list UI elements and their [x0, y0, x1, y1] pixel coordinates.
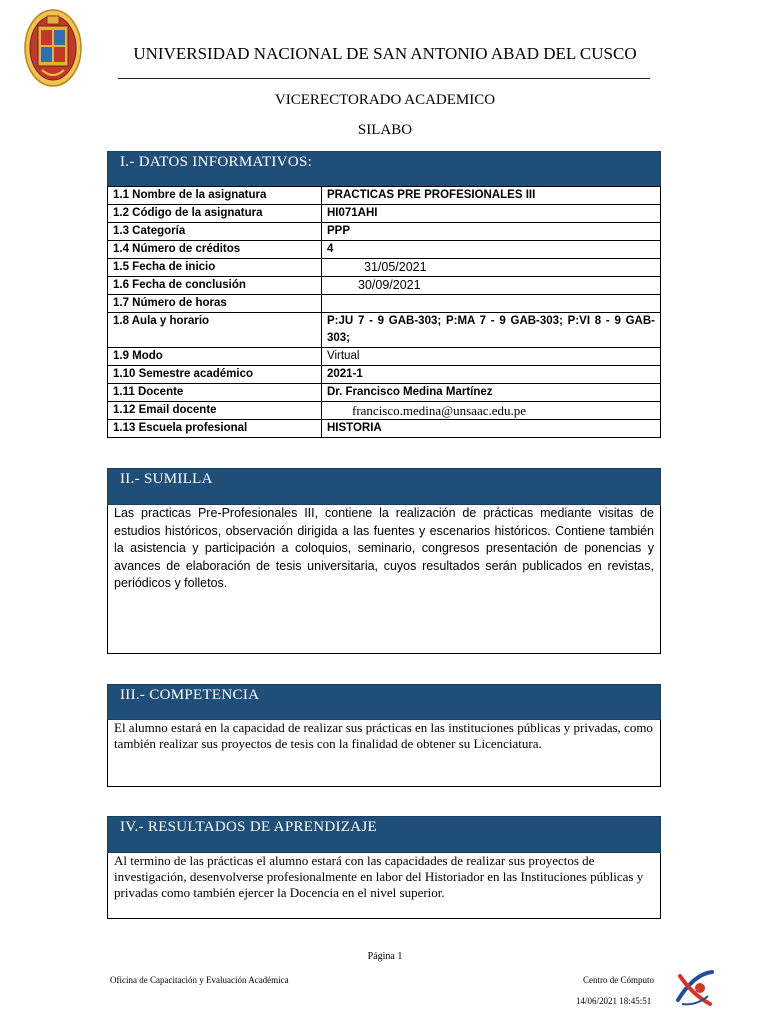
row-value: 4 [322, 241, 661, 259]
row-value: Dr. Francisco Medina Martínez [322, 384, 661, 402]
section-header-sumilla [107, 468, 661, 505]
section-heading: IV.- RESULTADOS DE APRENDIZAJE [120, 819, 377, 835]
table-row [108, 348, 661, 366]
row-key: 1.5 Fecha de inicio [108, 259, 322, 277]
table-row [108, 366, 661, 384]
row-key: 1.1 Nombre de la asignatura [108, 187, 322, 205]
row-value: francisco.medina@unsaac.edu.pe [322, 402, 661, 420]
table-row [108, 384, 661, 402]
row-key: 1.3 Categoría [108, 223, 322, 241]
competencia-text: El alumno estará en la capacidad de realizar sus prácticas en las instituciones públicas y privadas, como también realizar sus proyectos de tesis con la finalidad de obtener su Licenciatura. [114, 720, 653, 751]
section-heading: I.- DATOS INFORMATIVOS: [120, 154, 313, 170]
row-key: 1.4 Número de créditos [108, 241, 322, 259]
resultados-text: Al termino de las prácticas el alumno estará con las capacidades de realizar sus proyectos de investigación, desenvolverse profesionalmente en labor del Historiador en las Instituciones públicas y privadas como también ejercer la Docencia en el nivel superior. [114, 853, 644, 900]
table-row [108, 187, 661, 205]
row-key: 1.13 Escuela profesional [108, 420, 322, 438]
section-header-competencia [107, 684, 661, 720]
section-header-datos [107, 151, 661, 187]
row-value: HISTORIA [322, 420, 661, 438]
row-key: 1.8 Aula y horario [108, 313, 322, 348]
sumilla-box [107, 505, 661, 654]
row-value: PRACTICAS PRE PROFESIONALES III [322, 187, 661, 205]
row-value: 31/05/2021 [322, 259, 661, 277]
row-key: 1.9 Modo [108, 348, 322, 366]
row-key: 1.2 Código de la asignatura [108, 205, 322, 223]
sumilla-text: Las practicas Pre-Profesionales III, contiene la realización de prácticas mediante visitas de estudios históricos, observación dirigida a las fuentes y escenarios históricos. Contiene también la asistencia y participación a coloquios, seminario, congresos presentación de ponencias y avances de elaboración de tesis universitaria, cuyos resultados serán publicados en revistas, periódicos y folletos. [114, 506, 654, 590]
title-divider [118, 78, 650, 79]
datos-informativos-table [107, 186, 661, 438]
row-key: 1.12 Email docente [108, 402, 322, 420]
footer-office: Oficina de Capacitación y Evaluación Académica [110, 975, 289, 985]
section-heading: II.- SUMILLA [120, 471, 213, 487]
row-value: Virtual [322, 348, 661, 366]
row-value: HI071AHI [322, 205, 661, 223]
resultados-box [107, 853, 661, 919]
competencia-box [107, 720, 661, 787]
table-row [108, 205, 661, 223]
row-key: 1.6 Fecha de conclusión [108, 277, 322, 295]
section-heading: III.- COMPETENCIA [120, 687, 260, 703]
university-crest-icon [24, 8, 82, 88]
row-value: 30/09/2021 [322, 277, 661, 295]
university-title: UNIVERSIDAD NACIONAL DE SAN ANTONIO ABAD DEL CUSCO [133, 44, 637, 63]
page-number: Página 1 [367, 951, 403, 962]
computing-center-logo-icon [672, 966, 716, 1010]
table-row [108, 241, 661, 259]
footer-center: Centro de Cómputo [583, 975, 654, 985]
row-key: 1.7 Número de horas [108, 295, 322, 313]
row-value: 2021-1 [322, 366, 661, 384]
document-title: SILABO [357, 122, 413, 138]
footer-timestamp: 14/06/2021 18:45:51 [576, 996, 652, 1006]
section-header-resultados [107, 816, 661, 853]
row-value: PPP [322, 223, 661, 241]
table-row [108, 295, 661, 313]
table-row [108, 402, 661, 420]
row-key: 1.11 Docente [108, 384, 322, 402]
table-row [108, 313, 661, 348]
table-row [108, 420, 661, 438]
table-row [108, 277, 661, 295]
table-row [108, 259, 661, 277]
row-key: 1.10 Semestre académico [108, 366, 322, 384]
row-value: P:JU 7 - 9 GAB-303; P:MA 7 - 9 GAB-303; P:VI 8 - 9 GAB-303; [322, 313, 661, 348]
table-row [108, 223, 661, 241]
vicerectorado-title: VICERECTORADO ACADEMICO [274, 92, 496, 108]
row-value [322, 295, 661, 313]
